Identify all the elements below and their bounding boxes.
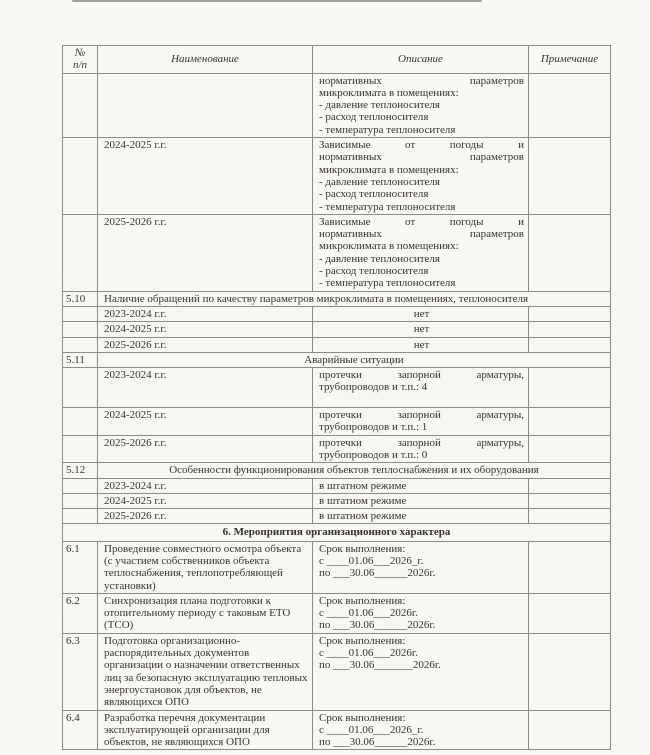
desc-line: в штатном режиме bbox=[319, 494, 407, 507]
table-body bbox=[63, 73, 611, 750]
header-num-line2: п/п bbox=[72, 59, 88, 72]
row-desc-cell bbox=[313, 435, 529, 463]
desc-line: нормативных параметров bbox=[319, 74, 524, 87]
row-name-cell: Проведение совместного осмотра объекта (с участием собственников объекта теплоснабжения, теплопотребляющей установки) bbox=[98, 541, 313, 593]
desc-line: - температура теплоносителя bbox=[319, 200, 456, 213]
row-desc-cell bbox=[313, 408, 529, 436]
desc-line: протечки запорной арматуры, bbox=[319, 369, 524, 382]
row-num-cell: 6.4 bbox=[63, 710, 98, 750]
desc-line: по ___30.06______2026г. bbox=[319, 736, 436, 749]
row-note-cell bbox=[529, 368, 611, 408]
row-num-cell bbox=[63, 408, 98, 436]
desc-line: - давление теплоносителя bbox=[319, 175, 440, 188]
desc-line: нет bbox=[413, 338, 430, 351]
desc-line: с ____01.06___2026_г. bbox=[319, 554, 424, 567]
section-row bbox=[63, 524, 611, 541]
row-name-cell: 2023-2024 г.г. bbox=[98, 368, 313, 408]
desc-line: - температура теплоносителя bbox=[319, 123, 456, 136]
row-num-cell bbox=[63, 509, 98, 524]
table-row bbox=[63, 138, 611, 215]
desc-line: нет bbox=[413, 307, 430, 320]
table-row bbox=[63, 478, 611, 493]
table-row bbox=[63, 337, 611, 352]
desc-line: - расход теплоносителя bbox=[319, 265, 429, 278]
row-num-cell: 5.12 bbox=[63, 463, 98, 478]
row-num-cell bbox=[63, 337, 98, 352]
row-num-cell bbox=[63, 214, 98, 291]
row-note-cell bbox=[529, 435, 611, 463]
desc-line: Зависимые от погоды и bbox=[319, 215, 524, 228]
desc-line: Срок выполнения: bbox=[319, 634, 406, 647]
row-desc-cell bbox=[313, 138, 529, 215]
desc-line: трубопроводов и т.п.: 4 bbox=[319, 381, 428, 394]
row-num-cell bbox=[63, 322, 98, 337]
row-num-cell: 6.1 bbox=[63, 541, 98, 593]
row-note-cell bbox=[529, 337, 611, 352]
desc-line: микроклимата в помещениях: bbox=[319, 240, 459, 253]
table-row bbox=[63, 435, 611, 463]
row-note-cell bbox=[529, 322, 611, 337]
row-desc-cell bbox=[313, 478, 529, 493]
desc-line: - расход теплоносителя bbox=[319, 188, 429, 201]
desc-line: по ___30.06_______2026г. bbox=[319, 659, 441, 672]
row-name-cell: 2025-2026 г.г. bbox=[98, 337, 313, 352]
desc-line: Зависимые от погоды и bbox=[319, 139, 524, 152]
desc-line: трубопроводов и т.п.: 1 bbox=[319, 421, 428, 434]
table-row bbox=[63, 509, 611, 524]
table-row bbox=[63, 214, 611, 291]
row-note-cell bbox=[529, 509, 611, 524]
row-name-cell bbox=[98, 73, 313, 137]
desc-line: нормативных параметров bbox=[319, 228, 524, 241]
desc-line: с ____01.06___2026г. bbox=[319, 607, 418, 620]
row-desc-cell bbox=[313, 368, 529, 408]
row-desc-cell bbox=[313, 337, 529, 352]
desc-line: с ____01.06___2026г. bbox=[319, 647, 418, 660]
header-cell-name: Наименование bbox=[98, 46, 313, 74]
row-note-cell bbox=[529, 541, 611, 593]
desc-line: по ___30.06______2026г. bbox=[319, 567, 436, 580]
row-desc-cell bbox=[313, 73, 529, 137]
row-name-cell: 2025-2026 г.г. bbox=[98, 435, 313, 463]
desc-line: - давление теплоносителя bbox=[319, 252, 440, 265]
table-row bbox=[63, 291, 611, 306]
row-note-cell bbox=[529, 306, 611, 321]
row-desc-cell bbox=[313, 493, 529, 508]
table-row bbox=[63, 306, 611, 321]
row-note-cell bbox=[529, 710, 611, 750]
scan-artifact-line bbox=[72, 0, 482, 2]
row-num-cell: 6.2 bbox=[63, 593, 98, 633]
desc-line: протечки запорной арматуры, bbox=[319, 409, 524, 422]
table-row bbox=[63, 322, 611, 337]
row-merged-cell: Наличие обращений по качеству параметров микроклимата в помещениях, теплоносителя bbox=[98, 291, 611, 306]
table-row bbox=[63, 352, 611, 367]
desc-line: - давление теплоносителя bbox=[319, 99, 440, 112]
desc-line: с ____01.06___2026_г. bbox=[319, 723, 424, 736]
row-note-cell bbox=[529, 138, 611, 215]
row-desc-cell bbox=[313, 541, 529, 593]
row-note-cell bbox=[529, 214, 611, 291]
desc-line: протечки запорной арматуры, bbox=[319, 436, 524, 449]
table-row bbox=[63, 633, 611, 710]
row-num-cell bbox=[63, 306, 98, 321]
row-name-cell: 2024-2025 г.г. bbox=[98, 493, 313, 508]
table-row bbox=[63, 368, 611, 408]
row-note-cell bbox=[529, 593, 611, 633]
header-cell-num bbox=[63, 46, 98, 74]
table-row bbox=[63, 463, 611, 478]
row-name-cell: 2023-2024 г.г. bbox=[98, 306, 313, 321]
desc-line: нет bbox=[413, 323, 430, 336]
table-row bbox=[63, 493, 611, 508]
row-desc-cell bbox=[313, 633, 529, 710]
row-num-cell bbox=[63, 368, 98, 408]
desc-line: - температура теплоносителя bbox=[319, 277, 456, 290]
row-desc-cell bbox=[313, 306, 529, 321]
table-row bbox=[63, 593, 611, 633]
desc-line: по ___30.06______2026г. bbox=[319, 619, 436, 632]
table-row bbox=[63, 541, 611, 593]
row-note-cell bbox=[529, 478, 611, 493]
row-num-cell bbox=[63, 138, 98, 215]
header-num-line1: № bbox=[74, 47, 86, 59]
desc-line: - расход теплоносителя bbox=[319, 111, 429, 124]
row-num-cell: 5.11 bbox=[63, 352, 98, 367]
desc-line: Срок выполнения: bbox=[319, 711, 406, 724]
row-num-cell: 5.10 bbox=[63, 291, 98, 306]
row-name-cell: 2024-2025 г.г. bbox=[98, 408, 313, 436]
table-row bbox=[63, 73, 611, 137]
desc-line: микроклимата в помещениях: bbox=[319, 86, 459, 99]
row-desc-cell bbox=[313, 710, 529, 750]
row-merged-cell: Аварийные ситуации bbox=[98, 352, 611, 367]
row-name-cell: Подготовка организационно-распорядительных документов организации о назначении ответственных лиц за безопасную эксплуатацию тепловых энергоустановок для объектов, не являющихся ОПО bbox=[98, 633, 313, 710]
row-name-cell: Разработка перечня документации эксплуатирующей организации для объектов, не являющихся ОПО bbox=[98, 710, 313, 750]
header-cell-desc: Описание bbox=[313, 46, 529, 74]
row-desc-cell bbox=[313, 593, 529, 633]
row-name-cell: 2024-2025 г.г. bbox=[98, 138, 313, 215]
row-note-cell bbox=[529, 493, 611, 508]
row-desc-cell bbox=[313, 509, 529, 524]
desc-line: Срок выполнения: bbox=[319, 594, 406, 607]
row-merged-cell: Особенности функционирования объектов теплоснабжения и их оборудования bbox=[98, 463, 611, 478]
row-desc-cell bbox=[313, 322, 529, 337]
row-name-cell: Синхронизация плана подготовки к отопительному периоду с таковым ЕТО (ТСО) bbox=[98, 593, 313, 633]
desc-line: нормативных параметров bbox=[319, 151, 524, 164]
row-num-cell bbox=[63, 435, 98, 463]
row-note-cell bbox=[529, 408, 611, 436]
header-cell-note: Примечание bbox=[529, 46, 611, 74]
desc-line: Срок выполнения: bbox=[319, 542, 406, 555]
readiness-plan-table bbox=[62, 45, 611, 750]
desc-line: в штатном режиме bbox=[319, 479, 407, 492]
desc-line bbox=[319, 394, 524, 406]
row-num-cell bbox=[63, 493, 98, 508]
desc-line: трубопроводов и т.п.: 0 bbox=[319, 448, 428, 461]
row-num-cell bbox=[63, 478, 98, 493]
row-note-cell bbox=[529, 633, 611, 710]
desc-line: микроклимата в помещениях: bbox=[319, 163, 459, 176]
row-desc-cell bbox=[313, 214, 529, 291]
row-num-cell: 6.3 bbox=[63, 633, 98, 710]
header-row bbox=[63, 46, 611, 74]
table-row bbox=[63, 408, 611, 436]
row-name-cell: 2024-2025 г.г. bbox=[98, 322, 313, 337]
row-note-cell bbox=[529, 73, 611, 137]
row-num-cell bbox=[63, 73, 98, 137]
desc-line: в штатном режиме bbox=[319, 510, 407, 523]
section-title: 6. Мероприятия организационного характера bbox=[63, 524, 611, 541]
row-name-cell: 2025-2026 г.г. bbox=[98, 509, 313, 524]
row-name-cell: 2023-2024 г.г. bbox=[98, 478, 313, 493]
row-name-cell: 2025-2026 г.г. bbox=[98, 214, 313, 291]
table-row bbox=[63, 710, 611, 750]
